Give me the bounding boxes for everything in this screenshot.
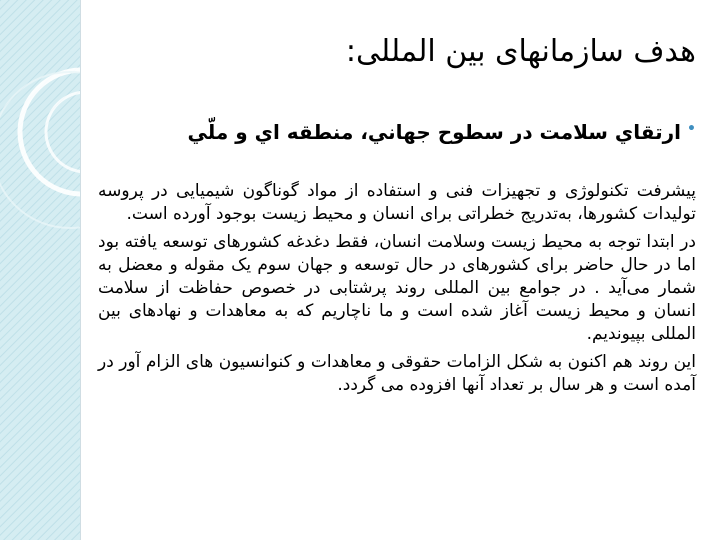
paragraph-3: این روند هم اکنون به شکل الزامات حقوقی و معاهدات و کنوانسیون های الزام آور در آمده است و هر سال بر تعداد آنها افزوده می گردد. <box>98 352 696 395</box>
bullet-text: ارتقاي سلامت در سطوح جهاني، منطقه اي و ملّي <box>187 120 682 144</box>
slide-title: هدف سازمانهای بین المللی: <box>345 34 696 69</box>
sidebar-pattern <box>0 0 80 540</box>
paragraph-1: پیشرفت تکنولوژی و تجهیزات فنی و استفاده از مواد گوناگون شیمیایی در پروسه تولیدات کشورها، به‌تدریج خطراتی برای انسان و محیط زیست بوجود آورده است. <box>98 181 696 224</box>
sidebar-divider <box>80 0 81 540</box>
bullet-point <box>96 112 696 149</box>
slide-body <box>98 180 696 402</box>
paragraph-2: در ابتدا توجه به محیط زیست وسلامت انسان، فقط دغدغه کشورهای توسعه یافته بود اما در حال حاضر برای کشورهای در حال توسعه و جهان سوم یک مقوله و معضل به شمار می‌آید . در جوامع بین المللی روند پرشتابی در خصوص حفاظت از سلامت انسان و محیط زیست آغاز شده است و ما ناچاریم که به معاهدات و نهادهای بین المللی بپیوندیم. <box>98 232 696 344</box>
decorative-sidebar <box>0 0 80 540</box>
bullet-dot-icon: • <box>687 121 696 137</box>
